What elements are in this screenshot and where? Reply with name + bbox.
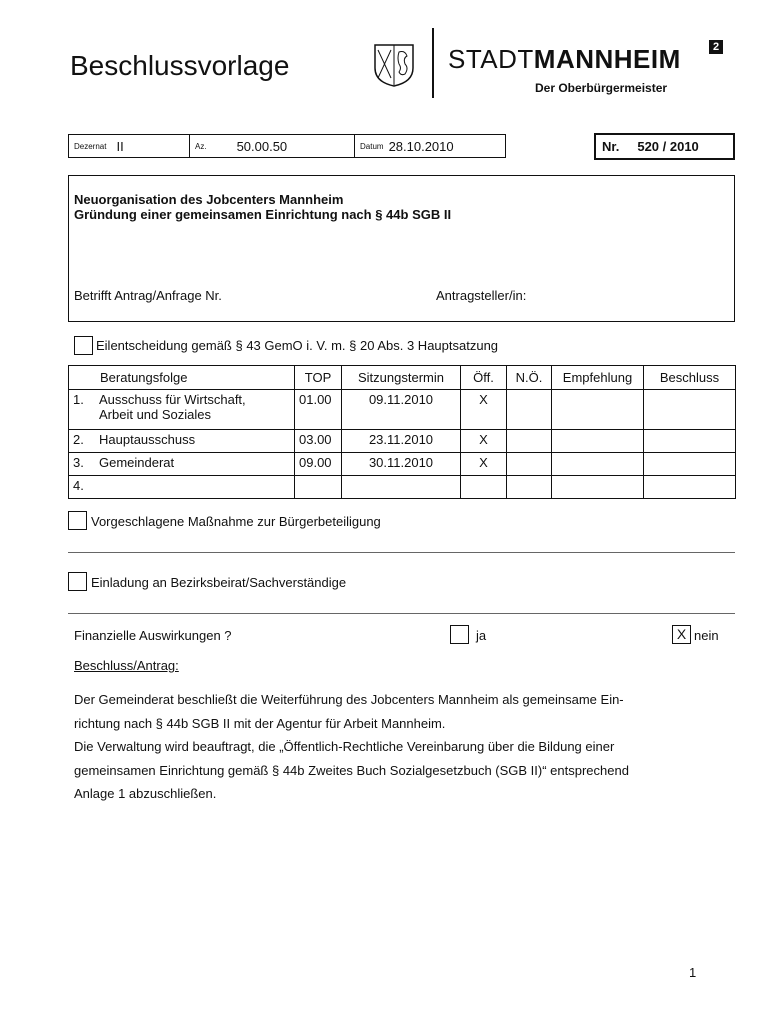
row-beschluss — [644, 476, 736, 499]
finanzen-ja-checkbox[interactable] — [450, 625, 469, 644]
table-row — [69, 453, 736, 476]
nr-value: 520 / 2010 — [637, 139, 699, 154]
row-empfehlung — [552, 476, 644, 499]
row-body: 4. — [69, 476, 295, 499]
eilentscheidung-label: Eilentscheidung gemäß § 43 GemO i. V. m. § 20 Abs. 3 Hauptsatzung — [96, 338, 499, 353]
row-date: 30.11.2010 — [342, 453, 461, 476]
table-header-row — [69, 366, 736, 390]
page-title: Beschlussvorlage — [70, 50, 290, 81]
row-top: 03.00 — [295, 430, 342, 453]
row-date: 23.11.2010 — [342, 430, 461, 453]
eilentscheidung-checkbox[interactable] — [74, 336, 93, 355]
col-oeff: Öff. — [461, 366, 507, 390]
beschluss-line: gemeinsamen Einrichtung gemäß § 44b Zweites Buch Sozialgesetzbuch (SGB II)“ entsprechend — [74, 762, 629, 778]
meta-row — [68, 134, 506, 158]
dezernat-cell — [69, 135, 190, 157]
row-beschluss — [644, 390, 736, 430]
datum-value: 28.10.2010 — [388, 138, 454, 154]
buergerbeteiligung-checkbox[interactable] — [68, 511, 87, 530]
row-oeff: X — [461, 430, 507, 453]
az-value: 50.00.50 — [236, 138, 288, 154]
datum-label: Datum — [360, 141, 384, 151]
finanzen-nein-label: nein — [694, 628, 719, 643]
nr-label: Nr. — [602, 139, 620, 154]
row-noe — [507, 390, 552, 430]
row-top: 09.00 — [295, 453, 342, 476]
betrifft-label: Betrifft Antrag/Anfrage Nr. — [74, 288, 222, 303]
antragsteller-label: Antragsteller/in: — [436, 288, 527, 303]
col-top: TOP — [295, 366, 342, 390]
col-beschluss: Beschluss — [644, 366, 736, 390]
finanzen-nein-checkbox[interactable]: X — [672, 625, 691, 644]
table-row — [69, 390, 736, 430]
beratungsfolge-table — [68, 365, 736, 499]
row-top — [295, 476, 342, 499]
beschluss-line: Die Verwaltung wird beauftragt, die „Öffentlich-Rechtliche Vereinbarung über die Bildung einer — [74, 739, 615, 754]
az-cell — [190, 135, 355, 157]
einladung-label: Einladung an Bezirksbeirat/Sachverständige — [91, 575, 347, 590]
row-empfehlung — [552, 430, 644, 453]
row-oeff — [461, 476, 507, 499]
city-crest-icon — [372, 42, 416, 88]
dezernat-value: II — [116, 138, 124, 154]
row-body: 2. Hauptausschuss — [69, 430, 295, 453]
col-empfehlung: Empfehlung — [552, 366, 644, 390]
vorlage-number — [594, 133, 735, 160]
beschluss-line: Anlage 1 abzuschließen. — [74, 786, 217, 801]
row-noe — [507, 476, 552, 499]
beschluss-text — [74, 688, 734, 806]
row-empfehlung — [552, 390, 644, 430]
row-body: 3. Gemeinderat — [69, 453, 295, 476]
subject-line-1: Neuorganisation des Jobcenters Mannheim — [74, 192, 344, 207]
row-beschluss — [644, 430, 736, 453]
subject-line-2: Gründung einer gemeinsamen Einrichtung nach § 44b SGB II — [74, 207, 452, 222]
row-body: 1. Ausschuss für Wirtschaft, Arbeit und Soziales — [69, 390, 295, 430]
row-oeff: X — [461, 390, 507, 430]
row-empfehlung — [552, 453, 644, 476]
city-logo-text: STADTMANNHEIM — [448, 44, 681, 74]
row-oeff: X — [461, 453, 507, 476]
row-noe — [507, 430, 552, 453]
finanzen-ja-label: ja — [476, 628, 487, 643]
col-noe: N.Ö. — [507, 366, 552, 390]
row-date: 09.11.2010 — [342, 390, 461, 430]
beschluss-heading: Beschluss/Antrag: — [74, 658, 179, 673]
col-beratungsfolge: Beratungsfolge — [69, 366, 295, 390]
dezernat-label: Dezernat — [74, 141, 107, 151]
row-date — [342, 476, 461, 499]
page-number: 1 — [689, 965, 697, 980]
mayor-label: Der Oberbürgermeister — [535, 81, 668, 95]
beschluss-line: richtung nach § 44b SGB II mit der Agentur für Arbeit Mannheim. — [74, 715, 446, 731]
finanzen-label: Finanzielle Auswirkungen ? — [74, 628, 232, 643]
beschluss-line: Der Gemeinderat beschließt die Weiterführung des Jobcenters Mannheim als gemeinsame Ein- — [74, 692, 624, 707]
city-logo-mark: 2 — [709, 40, 723, 54]
row-noe — [507, 453, 552, 476]
datum-cell — [355, 135, 505, 157]
table-row — [69, 430, 736, 453]
col-sitzungstermin: Sitzungstermin — [342, 366, 461, 390]
row-beschluss — [644, 453, 736, 476]
einladung-checkbox[interactable] — [68, 572, 87, 591]
header-divider — [432, 28, 434, 98]
buergerbeteiligung-label: Vorgeschlagene Maßnahme zur Bürgerbeteiligung — [91, 514, 381, 529]
az-label: Az. — [195, 141, 207, 151]
divider — [68, 613, 735, 614]
row-top: 01.00 — [295, 390, 342, 430]
divider — [68, 552, 735, 553]
table-row — [69, 476, 736, 499]
